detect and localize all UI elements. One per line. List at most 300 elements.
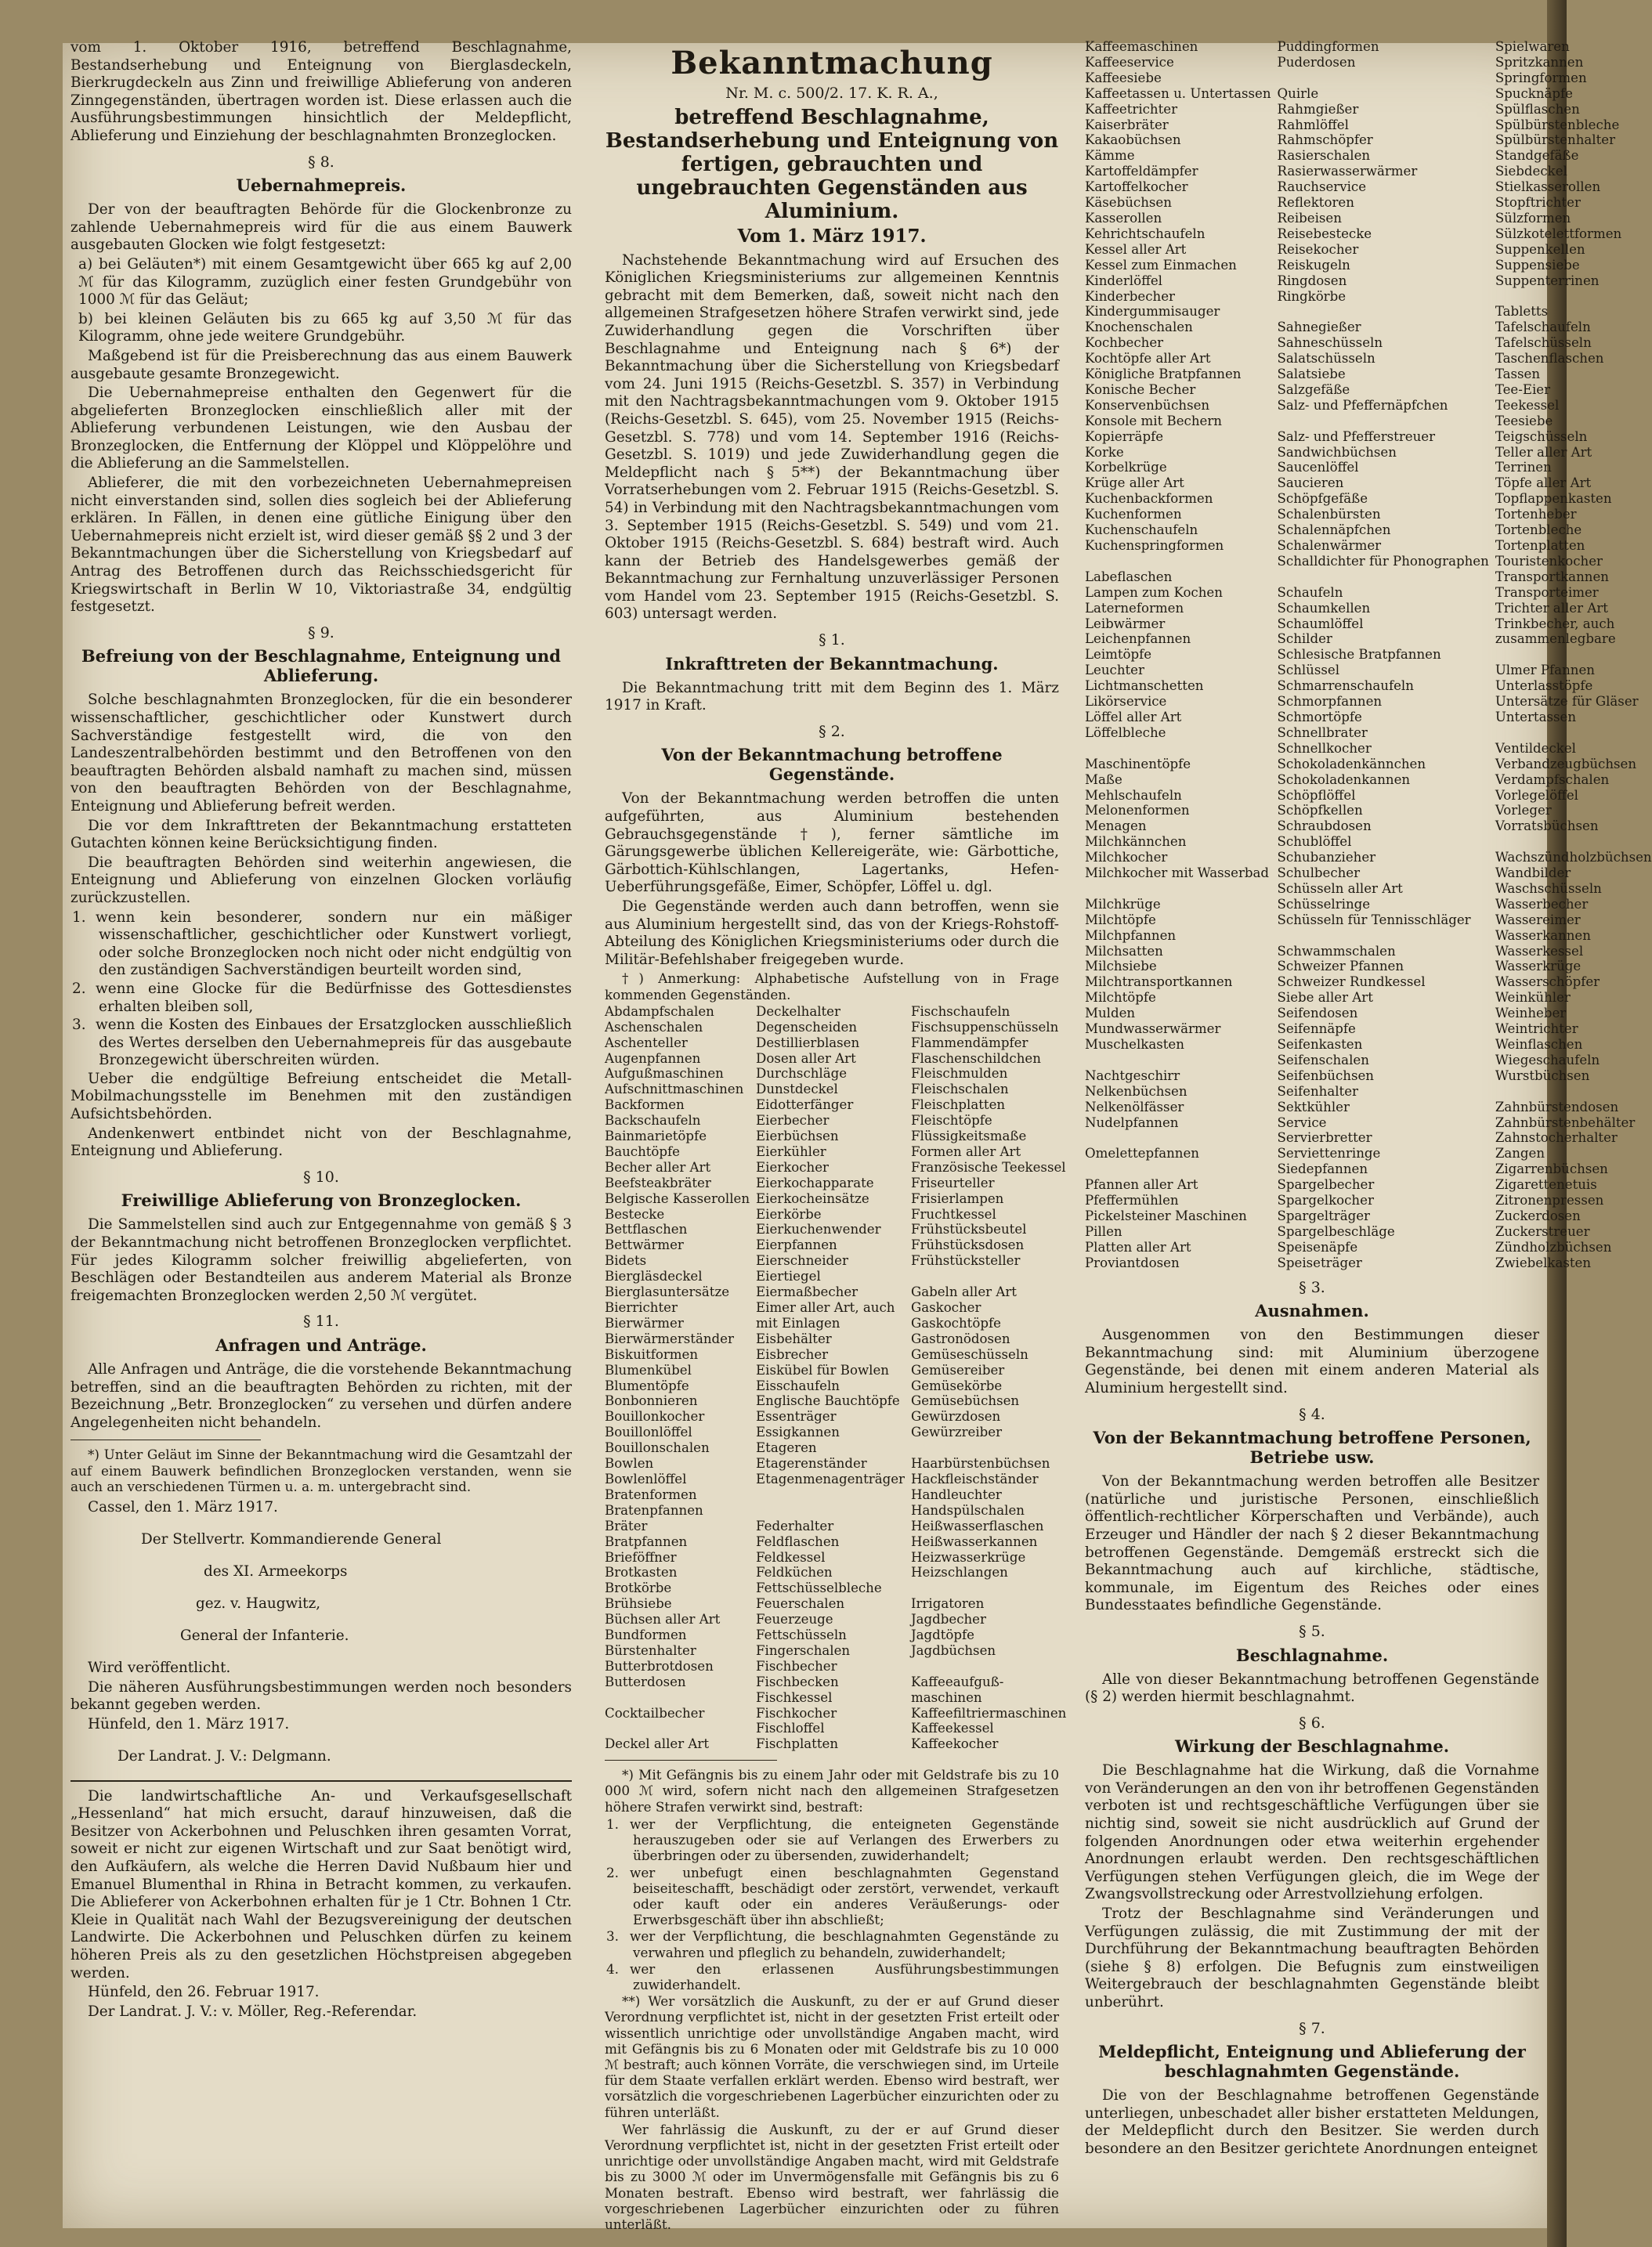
list-item: Tortenbleche	[1495, 522, 1582, 538]
list-item: Tafelschaufeln	[1495, 320, 1591, 335]
list-item: 1. wenn kein besonderer, sondern nur ein mäßiger wissenschaftlicher, geschichtlicher oder Kunstwert vorliegt, oder solche Bronzeglocken noch nicht oder nicht endgültig von den zuständigen Sachverständigen beurteilt worden sind,	[72, 909, 572, 979]
list-item: Handspülschalen	[910, 1502, 1025, 1518]
list-item: Weinkühler	[1495, 990, 1571, 1006]
list-item	[1278, 569, 1489, 585]
list-item: Schublöffel	[1277, 834, 1352, 850]
list-item: Bierrichter	[605, 1300, 678, 1315]
list-item: Frisierlampen	[910, 1190, 1004, 1206]
list-item: Kartoffelkocher	[1085, 179, 1188, 195]
list-item: Bouillonschalen	[605, 1440, 710, 1456]
list-item: Spritzkannen	[1495, 54, 1584, 70]
list-item: Bratenformen	[605, 1487, 697, 1502]
list-item: Gemüseschüsseln	[910, 1346, 1028, 1362]
list-item: a) bei Geläuten*) mit einem Gesamtgewicht über 665 kg auf 2,00 ℳ für das Kilogramm, zuzüglich einer festen Grundgebühr von 1000 ℳ für das Geläut;	[78, 255, 572, 309]
list-item: Zuckerdosen	[1495, 1208, 1581, 1223]
list-item: Sülzkotelettformen	[1495, 226, 1622, 241]
paragraph: Ausgenommen von den Bestimmungen dieser Bekanntmachung sind: mit Aluminium überzogene Gegenstände, bei denen mit einem anderen Material als Aluminium hergestellt sind.	[1085, 1327, 1539, 1396]
paragraph: Die beauftragten Behörden sind weiterhin angewiesen, die Enteignung und Ablieferung von einzelnen Glocken vorläufig zurückzustellen.	[70, 854, 572, 906]
list-item: Kartoffeldämpfer	[1085, 164, 1198, 179]
list-item: Tortenheber	[1495, 507, 1577, 522]
list-item: Wachszündholzbüchsen	[1495, 850, 1652, 865]
list-item: Bundformen	[605, 1627, 687, 1643]
list-item: Schokoladenkannen	[1277, 771, 1411, 787]
list-item: Heizschlangen	[910, 1565, 1008, 1580]
list-item	[1085, 741, 1271, 757]
list-item: Rahmschöpfer	[1277, 132, 1373, 148]
list-item: Weinheber	[1495, 1006, 1567, 1021]
list-item: Milchsatten	[1085, 943, 1163, 959]
list-item: Leibwärmer	[1085, 616, 1166, 631]
list-item: Abdampfschalen	[605, 1003, 714, 1019]
list-item: Brieföffner	[605, 1549, 677, 1565]
list-item: Verdampfschalen	[1495, 771, 1610, 787]
list-item: Serviettenringe	[1277, 1146, 1381, 1161]
paragraph: Die von der Beschlagnahme betroffenen Gegenstände unterliegen, unbeschadet aller bisher erstatteten Meldungen, der Meldepflicht durch den Besitzer. Sie werden durch besondere an den Besitzer gerichtete Anordnungen enteignet	[1085, 2087, 1539, 2157]
list-item: Brühsiebe	[605, 1596, 672, 1612]
list-item: Rasierschalen	[1277, 148, 1371, 164]
list-item: 3. wenn die Kosten des Einbaues der Ersatzglocken ausschließlich des Wertes derselben den Uebernahmepreis für das ausgebaute Bronzegewicht überschreiten würden.	[72, 1017, 572, 1069]
list-item: Eierkuchenwender	[756, 1222, 881, 1237]
list-item	[1085, 1130, 1271, 1146]
list-item	[911, 1580, 1066, 1596]
list-item: Taschenflaschen	[1495, 351, 1604, 367]
list-item: Kessel zum Einmachen	[1085, 257, 1237, 273]
list-item: Milchkrüge	[1085, 896, 1161, 912]
section-number: § 4.	[1299, 1405, 1325, 1423]
list-item: Jagdbecher	[910, 1612, 986, 1627]
list-item: Bettwärmer	[605, 1237, 684, 1253]
signature-line: General der Infanterie.	[180, 1627, 349, 1644]
paragraph: Die landwirtschaftliche An- und Verkaufsgesellschaft „Hessenland“ hat mich ersucht, darauf hinzuweisen, daß die Besitzer von Ackerbohnen und Peluschken ihren gesamten Vorrat, soweit er nicht zur eigenen Wirtschaft und zur Saat benötigt wird, den Aufkäufern, als welche die Herren David Nußbaum hier und Emanuel Blumenthal in Rhina in Betracht kommen, zu verkaufen. Die Ablieferer von Ackerbohnen erhalten für je 1 Ctr. Bohnen 1 Ctr. Kleie in Qualität nach Wahl der Bezugsvereinigung der deutschen Landwirte. Die Ackerbohnen und Peluschken dürfen zu keinem höheren Preis als zu den gesetzlichen Höchstpreisen abgegeben werden.	[70, 1787, 572, 1981]
paragraph: Die Sammelstellen sind auch zur Entgegennahme von gemäß § 3 der Bekanntmachung nicht betroffenen Bronzeglocken verpflichtet. Für jedes Kilogramm solcher freiwillig abgelieferten, von Beschlägen oder Bestandteilen aus anderem Material als Bronze freigemachten Bronzeglocken werden 2,50 ℳ vergütet.	[70, 1216, 572, 1304]
list-item: Schaufeln	[1277, 584, 1343, 600]
signature-line: Der Landrat. J. V.: v. Möller, Reg.-Referendar.	[88, 2003, 418, 2020]
list-item: Heißwasserflaschen	[910, 1518, 1044, 1534]
list-item: Maschinentöpfe	[1085, 756, 1191, 771]
list-item: Heizwasserkrüge	[910, 1549, 1026, 1565]
list-item: Stopftrichter	[1495, 195, 1581, 211]
list-item: b) bei kleinen Geläuten bis zu 665 kg auf 3,50 ℳ für das Kilogramm, ohne jede weitere Grundgebühr.	[78, 310, 572, 345]
list-item: Fleischplatten	[910, 1097, 1006, 1113]
list-item: Wandbilder	[1495, 865, 1571, 881]
signature-line: des XI. Armeekorps	[204, 1562, 348, 1580]
list-item: Feuerzeuge	[756, 1612, 833, 1627]
paragraph: Von der Bekanntmachung werden betroffen die unten aufgeführten, aus Aluminium bestehenden Gebrauchsgegenstände†), ferner sämtliche im Gärungsgewerbe üblichen Kellereigeräte, wie: Gärbottiche, Gärbottich-Kühlschlangen, Lagertanks, Hefen-Ueberführungsgefäße, Eimer, Schöpfer, Löffel u. dgl.	[605, 790, 1059, 896]
dateline: Hünfeld, den 1. März 1917.	[88, 1715, 290, 1732]
list-item: Teekessel	[1495, 397, 1560, 413]
list-item: Milchkocher mit Wasserbad	[1085, 865, 1270, 881]
list-item: Zündholzbüchsen	[1495, 1239, 1612, 1255]
list-item: Gemüsereiber	[910, 1362, 1005, 1378]
list-item: Fleischtöpfe	[910, 1113, 992, 1129]
list-item: Reisebestecke	[1277, 226, 1372, 241]
list-item: maschinen	[910, 1689, 982, 1705]
list-item: Frühstücksdosen	[910, 1237, 1025, 1253]
list-item: Zitronenpressen	[1495, 1193, 1604, 1208]
list-item: Reisekocher	[1277, 241, 1359, 257]
list-item: Ulmer Pfannen	[1495, 663, 1595, 678]
list-item: Ventildeckel	[1495, 740, 1576, 756]
list-item: Puddingformen	[1277, 39, 1379, 54]
list-item: Teller aller Art	[1495, 444, 1592, 460]
list-item: Salatsiebe	[1277, 367, 1346, 382]
list-item: Milchkännchen	[1085, 834, 1187, 850]
list-item: Feldkessel	[756, 1549, 826, 1565]
list-item: Wiegeschaufeln	[1495, 1052, 1600, 1068]
list-item: Kopierräpfe	[1085, 428, 1164, 444]
list-item: Reibeisen	[1277, 210, 1342, 226]
list-item: Standgefäße	[1495, 148, 1579, 164]
section-number: § 3.	[1299, 1278, 1325, 1296]
list-item: Schöpfkellen	[1277, 803, 1363, 818]
section-heading: Ausnahmen.	[1255, 1301, 1369, 1321]
list-item: Feldküchen	[756, 1565, 833, 1580]
notice-reference: Nr. M. c. 500/2. 17. K. R. A.,	[725, 85, 938, 102]
list-item: Cocktailbecher	[605, 1705, 705, 1721]
list-item: Mulden	[1085, 1006, 1136, 1021]
list-item: Eierpfannen	[756, 1237, 837, 1253]
paragraph: Die näheren Ausführungsbestimmungen werden noch besonders bekannt gegeben werden.	[70, 1678, 572, 1714]
list-item: Quirle	[1277, 85, 1319, 101]
list-item: Gaskocher	[910, 1300, 981, 1315]
list-item: Melonenformen	[1085, 803, 1190, 818]
list-item: Konsole mit Bechern	[1085, 413, 1222, 428]
notice-date: Vom 1. März 1917.	[737, 225, 927, 247]
list-item: Zuckerstreuer	[1495, 1223, 1590, 1239]
list-item: Eierkocher	[756, 1159, 829, 1175]
list-item: Bierwärmer	[605, 1315, 684, 1331]
list-item: Mehlschaufeln	[1085, 787, 1182, 803]
list-item: Gabeln aller Art	[910, 1284, 1017, 1300]
list-item: Pfannen aller Art	[1085, 1177, 1198, 1193]
section-number: § 11.	[303, 1313, 339, 1331]
list-item: Schraubdosen	[1277, 818, 1372, 834]
list-item: Trichter aller Art	[1495, 600, 1608, 616]
list-item: Schalenwärmer	[1277, 538, 1382, 553]
list-item: Suppensiebe	[1495, 257, 1580, 273]
list-item: Zwiebelkasten	[1495, 1255, 1592, 1270]
list-item: Französische Teekessel	[910, 1159, 1066, 1175]
list-item: Eisbehälter	[756, 1331, 832, 1346]
list-item: Maße	[1085, 771, 1122, 787]
list-item: Schmortöpfe	[1277, 709, 1362, 724]
list-item: Milchtöpfe	[1085, 912, 1156, 927]
section-number: § 1.	[819, 631, 845, 649]
list-item: Nudelpfannen	[1085, 1114, 1179, 1130]
list-item: Kinderbecher	[1085, 288, 1175, 304]
list-item: Omelettepfannen	[1085, 1146, 1199, 1161]
section-heading: Anfragen und Anträge.	[215, 1335, 427, 1355]
list-item	[1495, 289, 1652, 305]
list-item: Salzgefäße	[1277, 381, 1350, 397]
list-item: Blumentöpfe	[605, 1378, 689, 1393]
list-item: Saucenlöffel	[1277, 460, 1359, 475]
list-item: Speisenäpfe	[1277, 1239, 1358, 1255]
list-item: Eiskübel für Bowlen	[756, 1362, 889, 1378]
list-item: Tortenplatten	[1495, 538, 1585, 553]
list-item: Korke	[1085, 444, 1124, 460]
list-item: Fischsuppenschüsseln	[910, 1019, 1059, 1035]
list-item: Touristenkocher	[1495, 553, 1603, 569]
list-item: Destillierblasen	[756, 1035, 860, 1050]
list-item: Schöpfgefäße	[1277, 491, 1368, 507]
list-item	[1278, 70, 1489, 86]
list-item: Korbelkrüge	[1085, 460, 1167, 475]
list-item: Essenträger	[756, 1409, 837, 1425]
list-item: Seifendosen	[1277, 1006, 1358, 1021]
list-item: Kochtöpfe aller Art	[1085, 351, 1211, 367]
list-item: Bouillonlöffel	[605, 1425, 692, 1440]
paragraph: Von der Bekanntmachung werden betroffen alle Besitzer (natürliche und juristische Personen, einschließlich öffentlich-rechtlicher Körperschaften und Verbände), auch Erzeuger und Händler der nach § 2 dieser Bekanntmachung betroffenen Gegenstände. Demgemäß erstreckt sich die Bekanntmachung auch auf kirchliche, städtische, kommunale, im Eigentum des Reiches oder eines Bundesstaates befindliche Gegenstände.	[1085, 1473, 1539, 1614]
list-item: Nelkenölfässer	[1085, 1099, 1184, 1114]
section-number: § 2.	[819, 722, 845, 740]
list-item: Eisbrecher	[756, 1346, 829, 1362]
list-item: Schaumlöffel	[1277, 616, 1364, 631]
list-item: Proviantdosen	[1085, 1255, 1180, 1270]
list-item: Nachtgeschirr	[1085, 1068, 1180, 1083]
list-item	[911, 1659, 1066, 1674]
section-heading: Von der Bekanntmachung betroffene Personen, Betriebe usw.	[1093, 1428, 1531, 1468]
list-item: Becher aller Art	[605, 1159, 711, 1175]
list-item: Kaffeeaufguß-	[910, 1674, 1004, 1689]
footnote: Wer fahrlässig die Auskunft, zu der er auf Grund dieser Verordnung verpflichtet ist, nicht in der gesetzten Frist erteilt oder unrichtige oder unvollständige Angaben macht, wird mit Geldstrafe bis zu 3000 ℳ oder im Unvermögensfalle mit Gefängnis bis zu 6 Monaten bestraft. Ebenso wird bestraft, wer fahrlässig die vorgeschriebenen Lagerbücher einzurichten oder zu führen unterläßt.	[605, 2121, 1059, 2232]
list-item: Bierglasuntersätze	[605, 1284, 730, 1300]
section-number: § 5.	[1299, 1622, 1325, 1640]
list-item: Wasserschöpfer	[1495, 974, 1600, 990]
list-item	[756, 1487, 905, 1503]
list-item: Bonbonnieren	[605, 1393, 698, 1409]
list-item: Tee-Eier	[1495, 381, 1551, 397]
list-item: Brotkasten	[605, 1565, 678, 1580]
list-item: Springformen	[1495, 70, 1587, 85]
list-item	[1278, 304, 1489, 320]
list-item: Jagdbüchsen	[910, 1642, 996, 1658]
list-item: Durchschläge	[756, 1066, 848, 1082]
list-item: Königliche Bratpfannen	[1085, 367, 1242, 382]
list-item: Biergläsdeckel	[605, 1269, 703, 1284]
list-item: Etageren	[756, 1440, 817, 1456]
list-item: Kuchenschaufeln	[1085, 522, 1198, 538]
list-item: Gewürzreiber	[910, 1425, 1003, 1440]
list-item: Degenscheiden	[756, 1019, 858, 1035]
list-item: Muschelkasten	[1085, 1037, 1184, 1052]
list-item: Schüsseln aller Art	[1277, 880, 1403, 896]
list-item: Flüssigkeitsmaße	[910, 1129, 1027, 1144]
list-item: Ringkörbe	[1277, 288, 1347, 304]
list-item: Wasserkannen	[1495, 927, 1591, 943]
list-item: Spargelkocher	[1277, 1193, 1374, 1208]
list-item: Service	[1277, 1114, 1327, 1130]
list-item: Lichtmanschetten	[1085, 678, 1204, 694]
list-item: Käsebüchsen	[1085, 195, 1172, 211]
list-item: Spielwaren	[1495, 39, 1570, 54]
signature-line: Der Landrat. J. V.: Delgmann.	[117, 1747, 331, 1765]
list-item: Rahmgießer	[1277, 101, 1359, 117]
list-item: Leuchter	[1085, 663, 1144, 678]
list-item: Seifenbüchsen	[1277, 1068, 1374, 1083]
list-item: Weintrichter	[1495, 1021, 1578, 1037]
list-item: Eiertiegel	[756, 1269, 821, 1284]
list-item	[1495, 834, 1652, 850]
list-item: Etagenmenagenträger	[756, 1471, 905, 1487]
list-item: Teesiebe	[1495, 413, 1553, 428]
list-item: 3. wer der Verpflichtung, die beschlagnahmten Gegenstände zu verwahren und pfleglich zu behandeln, zuwiderhandelt;	[606, 1928, 1059, 1960]
list-item: Kessel aller Art	[1085, 241, 1187, 257]
paragraph: Die Bekanntmachung tritt mit dem Beginn des 1. März 1917 in Kraft.	[605, 679, 1059, 714]
paragraph: Nachstehende Bekanntmachung wird auf Ersuchen des Königlichen Kriegsministeriums zur allgemeinen Kenntnis gebracht mit dem Bemerken, daß, soweit nicht nach den allgemeinen Strafgesetzen höhere Strafen verwirkt sind, jede Zuwiderhandlung gegen die Vorschriften über Beschlagnahme und Enteignung nach § 6*) der Bekanntmachung über die Sicherstellung von Kriegsbedarf vom 24. Juni 1915 (Reichs-Gesetzbl. S. 357) in Verbindung mit den Nachtragsbekanntmachungen vom 9. Oktober 1915 (Reichs-Gesetzbl. S. 645), vom 25. November 1915 (Reichs-Gesetzbl. S. 778) und vom 14. September 1916 (Reichs-Gesetzbl. S. 1019) und jede Zuwiderhandlung gegen die Meldepflicht nach § 5**) der Bekanntmachung über Vorratserhebungen vom 2. Februar 1915 (Reichs-Gesetzbl. S. 54) in Verbindung mit den Nachtragsbekanntmachungen vom 3. September 1915 (Reichs-Gesetzbl. S. 549) und vom 21. Oktober 1915 (Reichs-Gesetzbl. S. 684) bestraft wird. Auch kann der Betrieb des Handelsgewerbes gemäß der Bekanntmachung zur Fernhaltung unzuverlässiger Personen vom Handel vom 23. September 1915 (Reichs-Gesetzbl. S. 603) untersagt werden.	[605, 251, 1059, 623]
list-item: Seifennäpfe	[1277, 1021, 1356, 1037]
paragraph: Der von der beauftragten Behörde für die Glockenbronze zu zahlende Uebernahmepreis wird für die aus einem Bauwerk ausgebauten Glocken wie folgt festgesetzt:	[70, 201, 572, 254]
list-item: Fleischschalen	[910, 1082, 1009, 1097]
list-item: Aufgußmaschinen	[605, 1066, 724, 1082]
list-item: Gemüsebüchsen	[910, 1393, 1020, 1409]
list-item: Sahneschüsseln	[1277, 335, 1383, 351]
list-item: Leichenpfannen	[1085, 631, 1191, 647]
list-item: Aschenteller	[605, 1035, 688, 1050]
list-item: Schalenbürsten	[1277, 507, 1381, 522]
list-item	[605, 1721, 750, 1736]
list-item: Bauchtöpfe	[605, 1143, 680, 1159]
list-item: Konservenbüchsen	[1085, 397, 1210, 413]
column-middle	[605, 39, 1067, 2232]
section-heading: Uebernahmepreis.	[236, 175, 407, 196]
list-item: Kaffeesiebe	[1085, 70, 1162, 85]
paragraph: Alle Anfragen und Anträge, die die vorstehende Bekanntmachung betreffen, sind an die beauftragten Behörden zu richten, mit der Bezeichnung „Betr. Bronzeglocken“ zu versehen und dürfen andere Angelegenheiten nicht behandeln.	[70, 1361, 572, 1431]
list-item: Rauchservice	[1277, 179, 1367, 195]
list-item: Bestecke	[605, 1206, 665, 1222]
list-item: Deckel aller Art	[605, 1736, 709, 1752]
list-item: Backschaufeln	[605, 1113, 701, 1129]
paragraph: vom 1. Oktober 1916, betreffend Beschlagnahme, Bestandserhebung und Enteignung von Bierglasdeckeln, Bierkrugdeckeln aus Zinn und freiwillige Ablieferung von anderen Zinngegenständen, übertragen worden ist. Diese erlassen auch die Ausführungsbestimmungen hinsichtlich der Meldepflicht, Ablieferung und Einziehung der beschlagnahmten Bronzeglocken.	[70, 39, 572, 144]
section-number: § 7.	[1299, 2019, 1325, 2037]
list-item	[1085, 881, 1271, 897]
list-item: Jagdtöpfe	[910, 1627, 975, 1643]
list-item: Dunstdeckel	[756, 1082, 838, 1097]
list-item: Seifenhalter	[1277, 1083, 1358, 1099]
list-item: Schüsseln für Tennisschläger	[1277, 912, 1471, 927]
list-item: Fischkessel	[756, 1689, 833, 1705]
list-item: Bowlen	[605, 1456, 654, 1472]
list-item: Vorratsbüchsen	[1495, 818, 1599, 834]
list-item: Eierbüchsen	[756, 1129, 839, 1144]
list-item: Waschschüsseln	[1495, 880, 1602, 896]
list-item: Fleischmulden	[910, 1066, 1008, 1082]
list-item: Milchtöpfe	[1085, 990, 1156, 1006]
list-item: Kuchenbackformen	[1085, 491, 1213, 507]
list-item: Milchkocher	[1085, 850, 1168, 865]
paragraph: Maßgebend ist für die Preisberechnung das aus einem Bauwerk ausgebaute gesamte Bronzegewicht.	[70, 347, 572, 382]
list-item: Friseurteller	[910, 1175, 995, 1190]
list-item: Deckelhalter	[756, 1003, 840, 1019]
list-item: Verbandzeugbüchsen	[1495, 756, 1637, 771]
list-item: Eimer aller Art, auch	[756, 1300, 895, 1315]
list-item: Reflektoren	[1277, 195, 1354, 211]
list-item: Zahnbürstenbehälter	[1495, 1114, 1636, 1130]
list-item	[1085, 1053, 1271, 1068]
list-item: Fettschüsseln	[756, 1627, 847, 1643]
list-item: Frühstücksteller	[910, 1253, 1021, 1269]
list-item: Zigarettenetuis	[1495, 1177, 1597, 1193]
list-item: Federhalter	[756, 1518, 834, 1534]
list-item: Spülbürstenbleche	[1495, 117, 1620, 132]
list-item: Flammendämpfer	[910, 1035, 1028, 1050]
list-item: Eierkörbe	[756, 1206, 822, 1222]
list-item: Rahmlöffel	[1277, 117, 1349, 132]
item-list	[1085, 39, 1652, 1271]
list-item: Saucieren	[1277, 475, 1344, 491]
list-item: Fettschüsselbleche	[756, 1580, 882, 1596]
list-item: Platten aller Art	[1085, 1239, 1191, 1255]
list-item: Teigschüsseln	[1495, 428, 1588, 444]
list-item: Schöpflöffel	[1277, 787, 1356, 803]
list-item	[911, 1269, 1066, 1284]
list-item: Trinkbecher, auch	[1495, 616, 1615, 631]
list-item	[1495, 647, 1652, 663]
list-item: Blumenkübel	[605, 1362, 692, 1378]
list-item: Konische Becher	[1085, 381, 1196, 397]
list-item: Leimtöpfe	[1085, 647, 1152, 663]
list-item	[1495, 725, 1652, 741]
list-item: Fischbecken	[756, 1674, 839, 1689]
list-item: Schokoladenkännchen	[1277, 756, 1426, 771]
list-item	[1085, 1161, 1271, 1177]
list-item: Wasserbecher	[1495, 896, 1589, 912]
column-right	[1085, 39, 1652, 2177]
list-item: Zahnstocherhalter	[1495, 1130, 1618, 1146]
list-item: Bowlenlöffel	[605, 1471, 687, 1487]
list-item: Irrigatoren	[910, 1596, 985, 1612]
annotation: †) Anmerkung: Alphabetische Aufstellung von in Frage kommenden Gegenständen.	[605, 970, 1059, 1002]
list-item: Handleuchter	[910, 1487, 1002, 1502]
list-item: Wurstbüchsen	[1495, 1068, 1590, 1083]
list-item: Schnellkocher	[1277, 740, 1372, 756]
list-item: Etagerenständer	[756, 1456, 867, 1472]
list-item: Nelkenbüchsen	[1085, 1083, 1187, 1099]
list-item: Kaffeefiltriermaschinen	[910, 1705, 1067, 1721]
list-item: Mundwasserwärmer	[1085, 1021, 1221, 1037]
list-item: Beefsteakbräter	[605, 1175, 711, 1190]
column-left	[70, 39, 572, 2177]
list-item: Kaffeekessel	[910, 1721, 994, 1736]
list-item: Bierwärmerständer	[605, 1331, 734, 1346]
list-item: Essigkannen	[756, 1425, 840, 1440]
list-item: Eisschaufeln	[756, 1378, 840, 1393]
list-item: Bainmarietöpfe	[605, 1129, 707, 1144]
list-item: Fingerschalen	[756, 1642, 851, 1658]
paragraph: Wird veröffentlicht.	[88, 1659, 231, 1676]
list-item: Kochbecher	[1085, 335, 1164, 351]
list-item: Kehrichtschaufeln	[1085, 226, 1206, 241]
list-item: Untersätze für Gläser	[1495, 694, 1639, 710]
list-item: Tafelschüsseln	[1495, 335, 1592, 351]
list-item: Siedepfannen	[1277, 1161, 1368, 1177]
list-item: Pickelsteiner Maschinen	[1085, 1208, 1247, 1223]
footnote-rule	[605, 1760, 777, 1761]
list-item: Büchsen aller Art	[605, 1612, 721, 1627]
list-item: Puderdosen	[1277, 54, 1356, 70]
list-item: Fischplatten	[756, 1736, 839, 1752]
list-item: Kuchenspringformen	[1085, 538, 1224, 553]
list-item: Bettflaschen	[605, 1222, 688, 1237]
paragraph: Die Beschlagnahme hat die Wirkung, daß die Vornahme von Veränderungen an den von ihr betroffenen Gegenständen verboten ist und rechtsgeschäftliche Verfügungen über sie nichtig sind, soweit sie nicht ausdrücklich auf Grund der folgenden Anordnungen oder etwa weiterhin ergehender Anordnungen erlaubt werden. Den rechtsgeschäftlichen Verfügungen stehen Verfügungen gleich, die im Wege der Zwangsvollstreckung oder Arrestvollziehung erfolgen.	[1085, 1762, 1539, 1903]
list-item: Brotkörbe	[605, 1580, 672, 1596]
list-item: Seifenkasten	[1277, 1037, 1363, 1052]
section-heading: Von der Bekanntmachung betroffene Gegenstände.	[661, 745, 1003, 785]
section-number: § 9.	[308, 623, 334, 641]
notice-title: Bekanntmachung	[671, 45, 993, 81]
list-item: Terrinen	[1495, 460, 1552, 475]
list-item: Heißwasserkannen	[910, 1534, 1038, 1549]
